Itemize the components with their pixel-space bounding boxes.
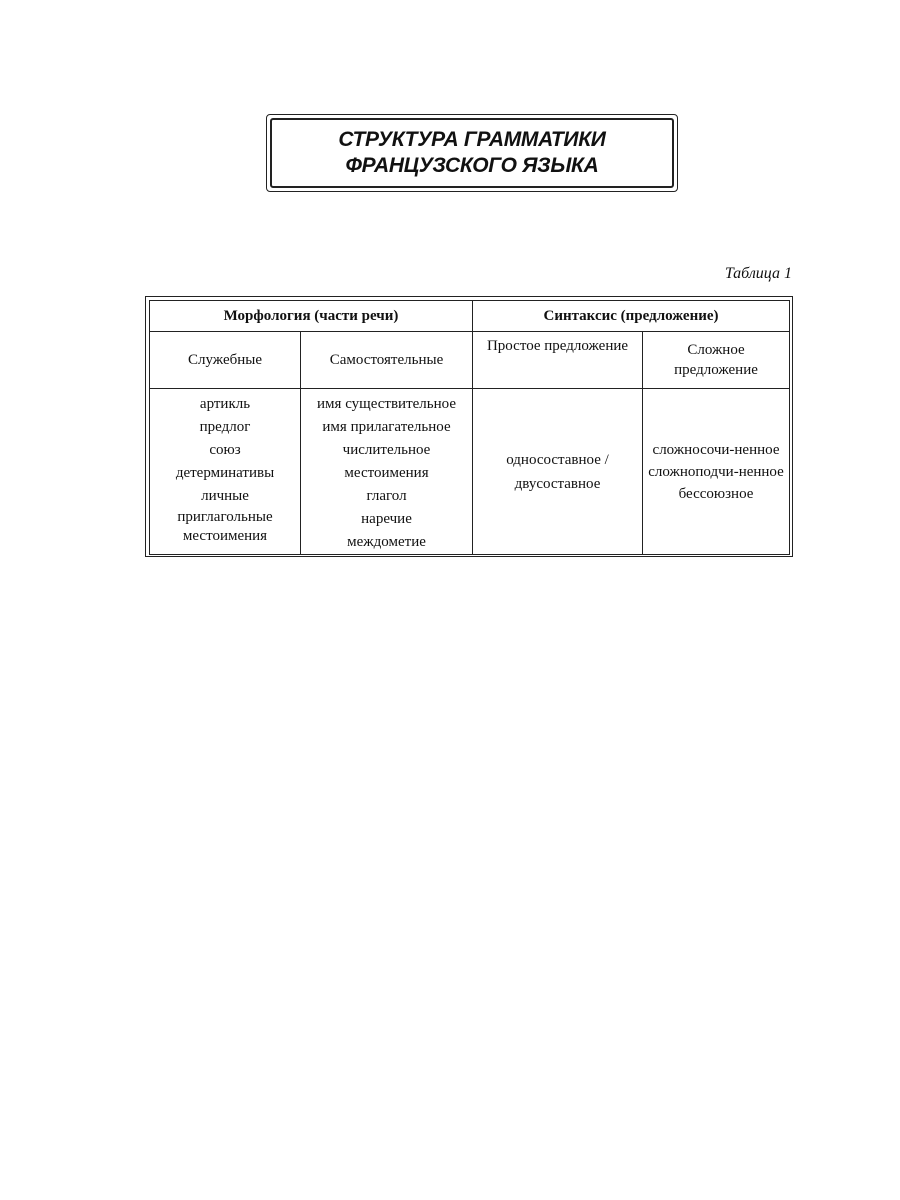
grammar-table	[149, 300, 790, 555]
table-group-row	[150, 301, 790, 332]
subheader-service: Служебные	[150, 332, 301, 389]
list-item: имя прилагательное	[322, 419, 451, 435]
independent-words-cell	[301, 389, 473, 555]
title-frame	[266, 114, 678, 192]
subheader-independent: Самостоятельные	[301, 332, 473, 389]
table-body-row	[150, 389, 790, 555]
list-item: глагол	[366, 488, 407, 504]
complex-sentence-cell	[643, 389, 790, 555]
group-syntax: Синтаксис (предложение)	[473, 301, 790, 332]
service-words-cell	[150, 389, 301, 555]
group-morphology: Морфология (части речи)	[150, 301, 473, 332]
list-item: двусоставное	[514, 475, 601, 492]
list-item: артикль	[199, 396, 251, 412]
page-title	[270, 118, 674, 188]
list-item: местоимения	[344, 465, 429, 481]
list-item: имя существительное	[317, 396, 456, 412]
grammar-table-frame	[145, 296, 793, 557]
list-item: сложносочи-ненное	[652, 441, 780, 458]
list-item: приглагольные местоимения	[177, 509, 273, 544]
list-item: односоставное /	[506, 451, 609, 468]
subheader-simple: Простое предложение	[473, 332, 643, 389]
title-line-1: СТРУКТУРА ГРАММАТИКИ	[338, 128, 606, 151]
list-item: личные	[201, 488, 249, 504]
table-subheader-row	[150, 332, 790, 389]
table-caption: Таблица 1	[724, 265, 792, 282]
list-item: детерминативы	[175, 465, 275, 481]
simple-sentence-cell	[473, 389, 643, 555]
list-item: междометие	[347, 534, 426, 550]
list-item: сложноподчи-ненное	[648, 463, 784, 480]
list-item: бессоюзное	[678, 485, 754, 502]
list-item: предлог	[199, 419, 251, 435]
list-item: наречие	[361, 511, 412, 527]
title-line-2: ФРАНЦУЗСКОГО ЯЗЫКА	[345, 154, 599, 177]
subheader-complex: Сложное предложение	[643, 332, 790, 389]
list-item: числительное	[342, 442, 431, 458]
list-item: союз	[209, 442, 241, 458]
